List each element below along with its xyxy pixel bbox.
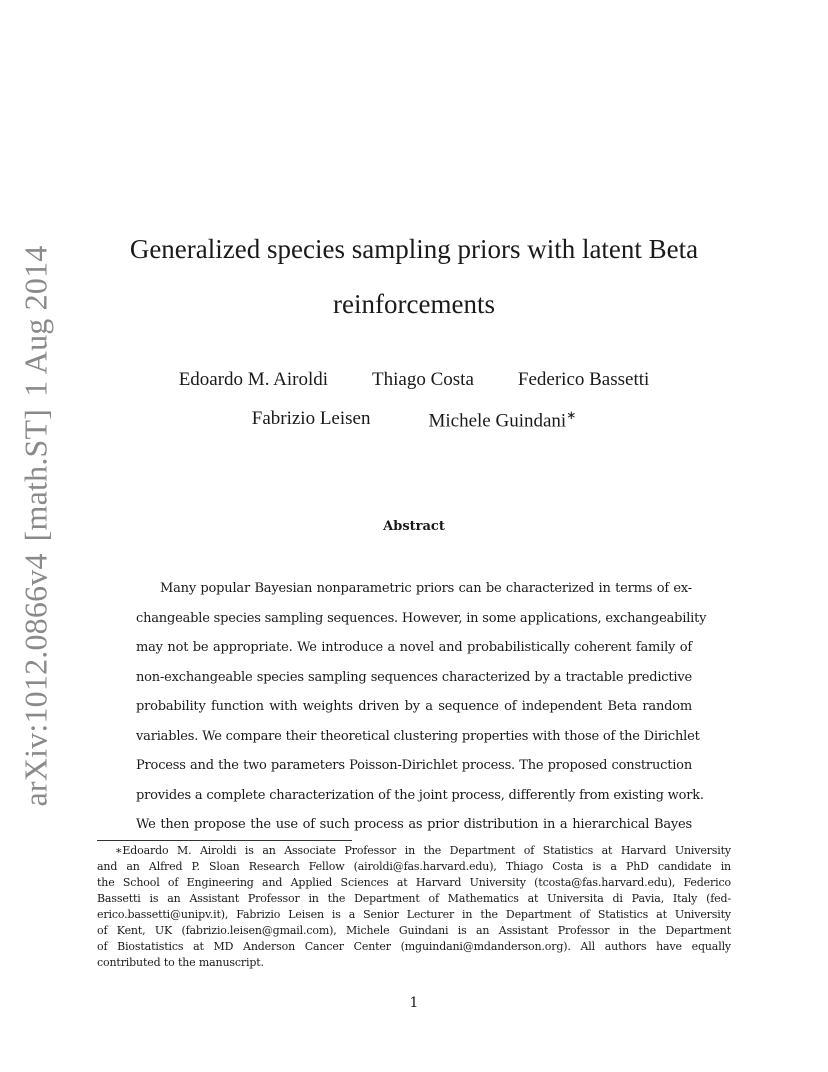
author-name: Fabrizio Leisen [251, 408, 371, 429]
author-name-with-footnote [428, 408, 576, 432]
author-row-1 [80, 369, 748, 391]
footnote-line: contributed to the manuscript. [97, 956, 264, 969]
author-row-2 [80, 408, 748, 432]
abstract-line: non-exchangeable species sampling sequences characterized by a tractable predictive [136, 669, 692, 685]
author-name: Thiago Costa [372, 369, 474, 390]
title-line-1: Generalized species sampling priors with latent Beta [129, 234, 699, 264]
author-name: Federico Bassetti [517, 369, 650, 390]
footnote [97, 843, 731, 971]
arxiv-category: [math.ST] [17, 408, 54, 542]
abstract-heading: Abstract [383, 519, 445, 534]
arxiv-identifier-stamp [18, 234, 55, 807]
footnote-line: ∗Edoardo M. Airoldi is an Associate Professor in the Department of Statistics at Harvard University [115, 844, 731, 857]
footnote-line: and an Alfred P. Sloan Research Fellow (airoldi@fas.harvard.edu), Thiago Costa is a PhD candidate in [97, 860, 731, 873]
abstract-line: We then propose the use of such process as prior distribution in a hierarchical Bayes [136, 817, 692, 832]
abstract-line: Process and the two parameters Poisson-Dirichlet process. The proposed construction [136, 758, 692, 773]
footnote-line: of Kent, UK (fabrizio.leisen@gmail.com), Michele Guindani is an Assistant Professor in the Department [97, 924, 731, 937]
abstract-line: may not be appropriate. We introduce a novel and probabilistically coherent family of [136, 640, 692, 655]
abstract-body [136, 574, 707, 840]
abstract-line: variables. We compare their theoretical clustering properties with those of the Dirichlet [136, 728, 700, 744]
abstract-line: changeable species sampling sequences. However, in some applications, exchangeability [136, 610, 707, 626]
abstract-line: provides a complete characterization of the joint process, differently from existing work. [136, 787, 704, 803]
page-number: 1 [409, 995, 419, 1011]
arxiv-id: arXiv:1012.0866v4 [17, 553, 54, 807]
footnote-line: erico.bassetti@unipv.it), Fabrizio Leisen is a Senior Lecturer in the Department of Statistics at University [97, 908, 731, 921]
abstract-line: probability function with weights driven by a sequence of independent Beta random [136, 699, 692, 714]
title-line-2: reinforcements [333, 289, 495, 319]
paper-title [80, 222, 748, 332]
author-name: Michele Guindani [428, 410, 567, 432]
abstract-line: Many popular Bayesian nonparametric priors can be characterized in terms of ex- [160, 581, 692, 596]
footnote-mark: ∗ [566, 408, 577, 422]
footnote-rule [97, 840, 352, 841]
footnote-line: Bassetti is an Assistant Professor in the Department of Mathematics at Universita di Pavia, Italy (fed- [97, 892, 731, 905]
footnote-line: the School of Engineering and Applied Sciences at Harvard University (tcosta@fas.harvard.edu), Federico [97, 876, 731, 889]
author-name: Edoardo M. Airoldi [178, 369, 329, 390]
arxiv-date: 1 Aug 2014 [17, 245, 54, 397]
footnote-line: of Biostatistics at MD Anderson Cancer Center (mguindani@mdanderson.org). All authors have equally [97, 940, 731, 953]
